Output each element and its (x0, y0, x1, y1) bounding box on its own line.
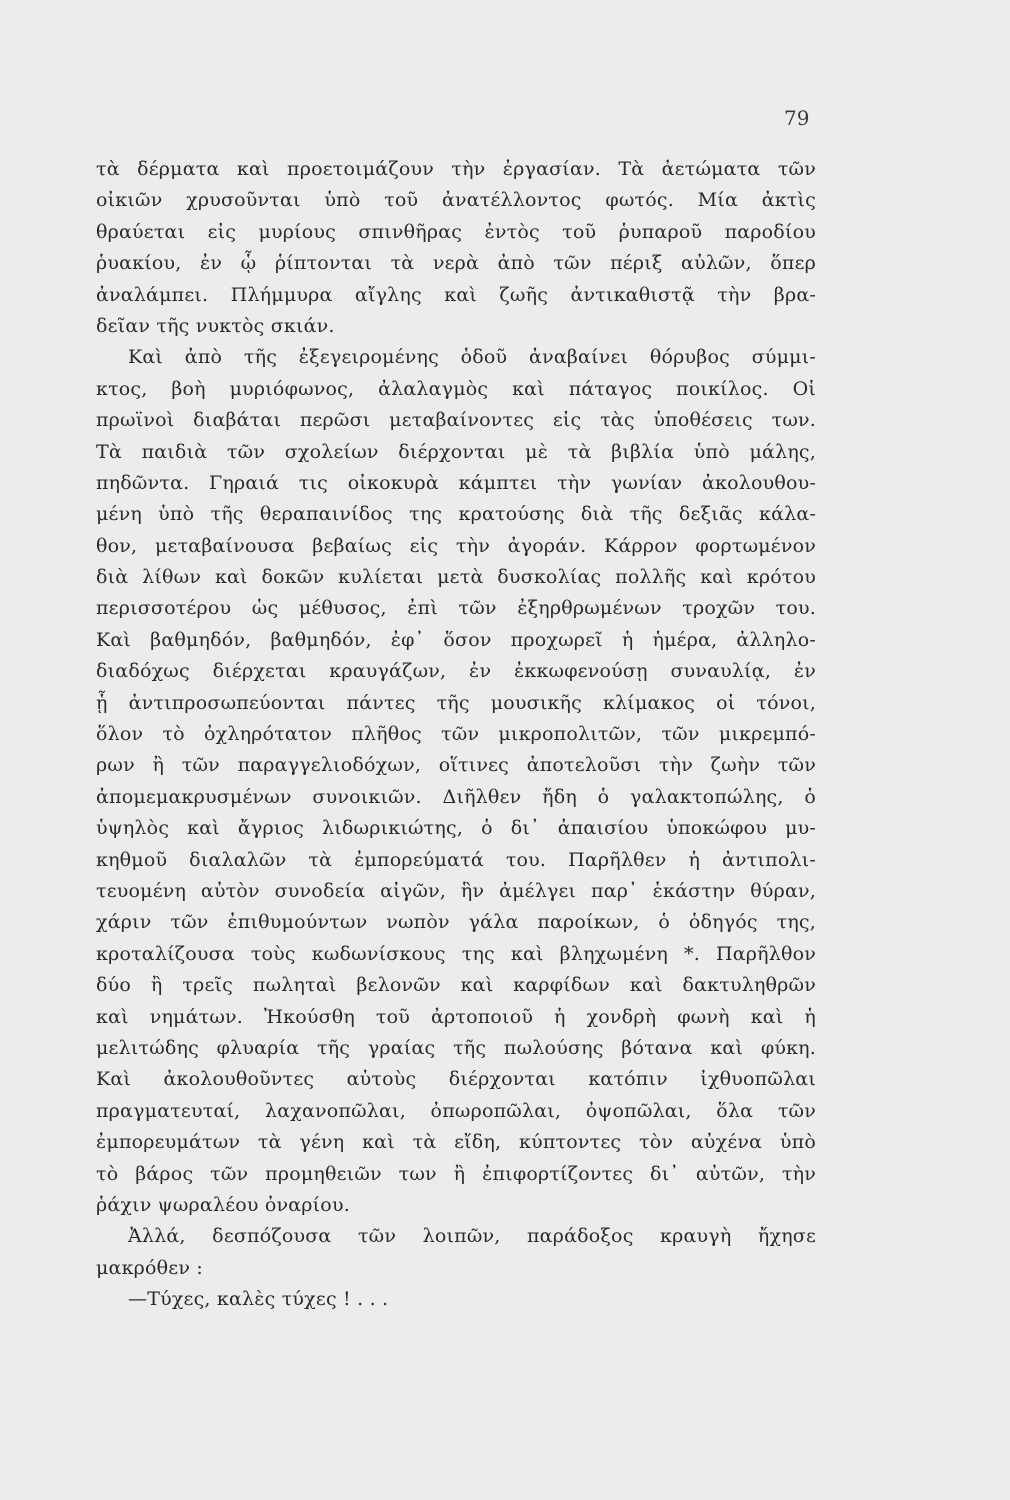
text-line: ῥυακίου, ἐν ᾧ ῥίπτονται τὰ νερὰ ἀπὸ τῶν πέριξ αὐλῶν, ὅπερ (96, 252, 816, 275)
text-line: ἐμπορευμάτων τὰ γένη καὶ τὰ εἴδη, κύπτοντες τὸν αὐχένα ὑπὸ (96, 1131, 816, 1154)
text-line: τευομένη αὐτὸν συνοδεία αἰγῶν, ἣν ἀμέλγει παρ᾽ ἑκάστην θύραν, (96, 879, 816, 902)
text-line: ῥάχιν ψωραλέου ὀναρίου. (96, 1193, 350, 1216)
text-line: μένη ὑπὸ τῆς θεραπαινίδος της κρατούσης διὰ τῆς δεξιᾶς κάλα- (96, 503, 816, 526)
text-line: ἀπομεμακρυσμένων συνοικιῶν. Διῆλθεν ἤδη ὁ γαλακτοπώλης, ὁ (96, 785, 816, 808)
text-line: κροταλίζουσα τοὺς κωδωνίσκους της καὶ βληχωμένη *. Παρῆλθον (96, 942, 816, 965)
text-line: καὶ νημάτων. Ἠκούσθη τοῦ ἀρτοποιοῦ ἡ χονδρὴ φωνὴ καὶ ἡ (96, 1005, 816, 1028)
text-line: Τὰ παιδιὰ τῶν σχολείων διέρχονται μὲ τὰ βιβλία ὑπὸ μάλης, (96, 440, 816, 463)
text-line: περισσοτέρου ὡς μέθυσος, ἐπὶ τῶν ἐξηρθρωμένων τροχῶν του. (96, 597, 816, 620)
text-line: διὰ λίθων καὶ δοκῶν κυλίεται μετὰ δυσκολίας πολλῆς καὶ κρότου (96, 566, 816, 589)
page-number: 79 (784, 106, 810, 130)
text-line: θον, μεταβαίνουσα βεβαίως εἰς τὴν ἀγοράν. Κάρρον φορτωμένον (96, 534, 816, 557)
text-line: κηθμοῦ διαλαλῶν τὰ ἐμπορεύματά του. Παρῆλθεν ἡ ἀντιπολι- (96, 848, 816, 871)
text-line: ἀναλάμπει. Πλήμμυρα αἴγλης καὶ ζωῆς ἀντικαθιστᾷ τὴν βρα- (96, 283, 816, 306)
text-line: χάριν τῶν ἐπιθυμούντων νωπὸν γάλα παροίκων, ὁ ὁδηγός της, (96, 911, 816, 934)
text-line: Καὶ ἀπὸ τῆς ἐξεγειρομένης ὁδοῦ ἀναβαίνει θόρυβος σύμμι- (128, 346, 816, 369)
text-line: πραγματευταί, λαχανοπῶλαι, ὀπωροπῶλαι, ὀψοπῶλαι, ὅλα τῶν (96, 1099, 816, 1122)
text-line: ᾗ ἀντιπροσωπεύονται πάντες τῆς μουσικῆς κλίμακος οἱ τόνοι, (96, 691, 816, 714)
text-line: διαδόχως διέρχεται κραυγάζων, ἐν ἐκκωφενούσῃ συναυλίᾳ, ἐν (96, 660, 816, 683)
text-line: ὑψηλὸς καὶ ἄγριος λιδωρικιώτης, ὁ δι᾽ ἀπαισίου ὑποκώφου μυ- (96, 817, 816, 840)
text-line: θραύεται εἰς μυρίους σπινθῆρας ἐντὸς τοῦ ῥυπαροῦ παροδίου (96, 220, 816, 243)
text-line: —Τύχες, καλὲς τύχες ! . . . (128, 1288, 389, 1311)
text-line: πρωϊνοὶ διαβάται περῶσι μεταβαίνοντες εἰς τὰς ὑποθέσεις των. (96, 409, 816, 432)
text-line: πηδῶντα. Γηραιά τις οἰκοκυρὰ κάμπτει τὴν γωνίαν ἀκολουθου- (96, 471, 816, 494)
text-line: τὰ δέρματα καὶ προετοιμάζουν τὴν ἐργασίαν. Τὰ ἀετώματα τῶν (96, 158, 816, 180)
text-line: Καὶ ἀκολουθοῦντες αὐτοὺς διέρχονται κατόπιν ἰχθυοπῶλαι (96, 1068, 816, 1091)
text-line: τὸ βάρος τῶν προμηθειῶν των ἢ ἐπιφορτίζοντες δι᾽ αὐτῶν, τὴν (96, 1162, 816, 1185)
text-line: ρων ἢ τῶν παραγγελιοδόχων, οἵτινες ἀποτελοῦσι τὴν ζωὴν τῶν (96, 754, 816, 777)
text-line: μακρόθεν : (96, 1256, 203, 1279)
body-text (96, 154, 816, 1315)
text-line: ὅλον τὸ ὀχληρότατον πλῆθος τῶν μικροπολιτῶν, τῶν μικρεμπό- (96, 723, 816, 746)
text-line: Καὶ βαθμηδόν, βαθμηδόν, ἐφ᾽ ὅσον προχωρεῖ ἡ ἡμέρα, ἀλληλο- (96, 628, 816, 651)
text-line: κτος, βοὴ μυριόφωνος, ἀλαλαγμὸς καὶ πάταγος ποικίλος. Οἱ (96, 377, 816, 400)
text-line: δύο ἢ τρεῖς πωληταὶ βελονῶν καὶ καρφίδων καὶ δακτυληθρῶν (96, 974, 816, 997)
text-line: οἰκιῶν χρυσοῦνται ὑπὸ τοῦ ἀνατέλλοντος φωτός. Μία ἀκτὶς (96, 189, 816, 212)
text-line: μελιτώδης φλυαρία τῆς γραίας τῆς πωλούσης βότανα καὶ φύκη. (96, 1036, 816, 1059)
text-line: Ἀλλά, δεσπόζουσα τῶν λοιπῶν, παράδοξος κραυγὴ ἤχησε (128, 1225, 816, 1248)
text-line: δεῖαν τῆς νυκτὸς σκιάν. (96, 314, 335, 337)
